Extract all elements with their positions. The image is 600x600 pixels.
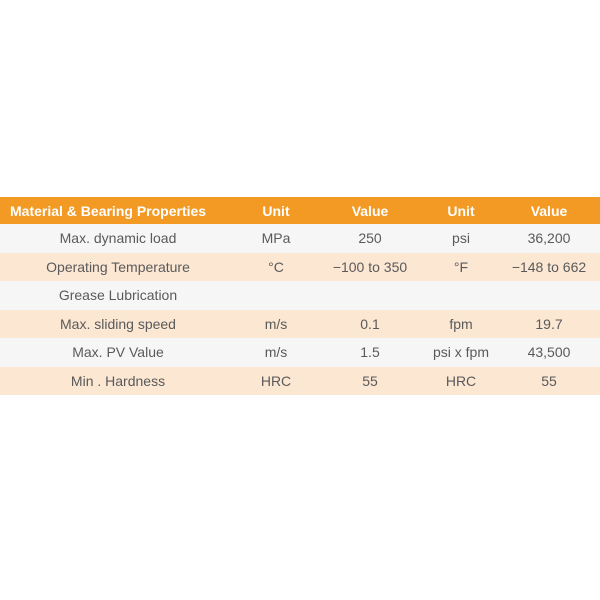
header-unit-metric: Unit bbox=[262, 202, 290, 219]
cell-unit-imperial: HRC bbox=[445, 372, 477, 389]
cell-unit-imperial: psi x fpm bbox=[432, 344, 489, 361]
cell-property: Max. sliding speed bbox=[60, 315, 176, 332]
table-header-row bbox=[0, 197, 600, 224]
cell-value-metric: −100 to 350 bbox=[332, 258, 408, 275]
table-row bbox=[0, 367, 600, 396]
cell-value-metric bbox=[316, 281, 424, 310]
cell-unit-metric: m/s bbox=[264, 344, 288, 361]
header-unit-imperial: Unit bbox=[447, 202, 475, 219]
cell-unit-metric: °C bbox=[268, 258, 284, 275]
cell-unit-metric: HRC bbox=[260, 372, 292, 389]
cell-value-metric: 250 bbox=[358, 230, 382, 247]
cell-value-imperial: 43,500 bbox=[527, 344, 571, 361]
header-value-imperial: Value bbox=[530, 202, 568, 219]
cell-value-metric: 1.5 bbox=[360, 344, 380, 361]
cell-unit-imperial bbox=[424, 281, 498, 310]
cell-unit-metric bbox=[236, 281, 316, 310]
cell-property: Max. dynamic load bbox=[59, 230, 177, 247]
properties-table bbox=[0, 197, 600, 395]
cell-value-metric: 55 bbox=[362, 372, 378, 389]
cell-unit-metric: m/s bbox=[264, 315, 288, 332]
cell-value-metric: 0.1 bbox=[360, 315, 380, 332]
cell-value-imperial: 36,200 bbox=[527, 230, 571, 247]
table-row bbox=[0, 281, 600, 310]
cell-value-imperial: −148 to 662 bbox=[511, 258, 587, 275]
cell-property: Operating Temperature bbox=[46, 258, 190, 275]
header-property: Material & Bearing Properties bbox=[10, 202, 207, 219]
properties-table-container bbox=[0, 197, 600, 395]
cell-property: Grease Lubrication bbox=[58, 287, 178, 304]
cell-unit-imperial: fpm bbox=[449, 315, 473, 332]
cell-value-imperial: 19.7 bbox=[535, 315, 563, 332]
table-row bbox=[0, 224, 600, 253]
cell-value-imperial: 55 bbox=[541, 372, 557, 389]
cell-unit-imperial: psi bbox=[452, 230, 470, 247]
cell-value-imperial bbox=[498, 281, 600, 310]
table-row bbox=[0, 338, 600, 367]
header-value-metric: Value bbox=[351, 202, 389, 219]
table-row bbox=[0, 310, 600, 339]
cell-unit-metric: MPa bbox=[261, 230, 291, 247]
cell-unit-imperial: °F bbox=[453, 258, 469, 275]
cell-property: Min . Hardness bbox=[70, 372, 166, 389]
cell-property: Max. PV Value bbox=[72, 344, 164, 361]
table-row bbox=[0, 253, 600, 282]
